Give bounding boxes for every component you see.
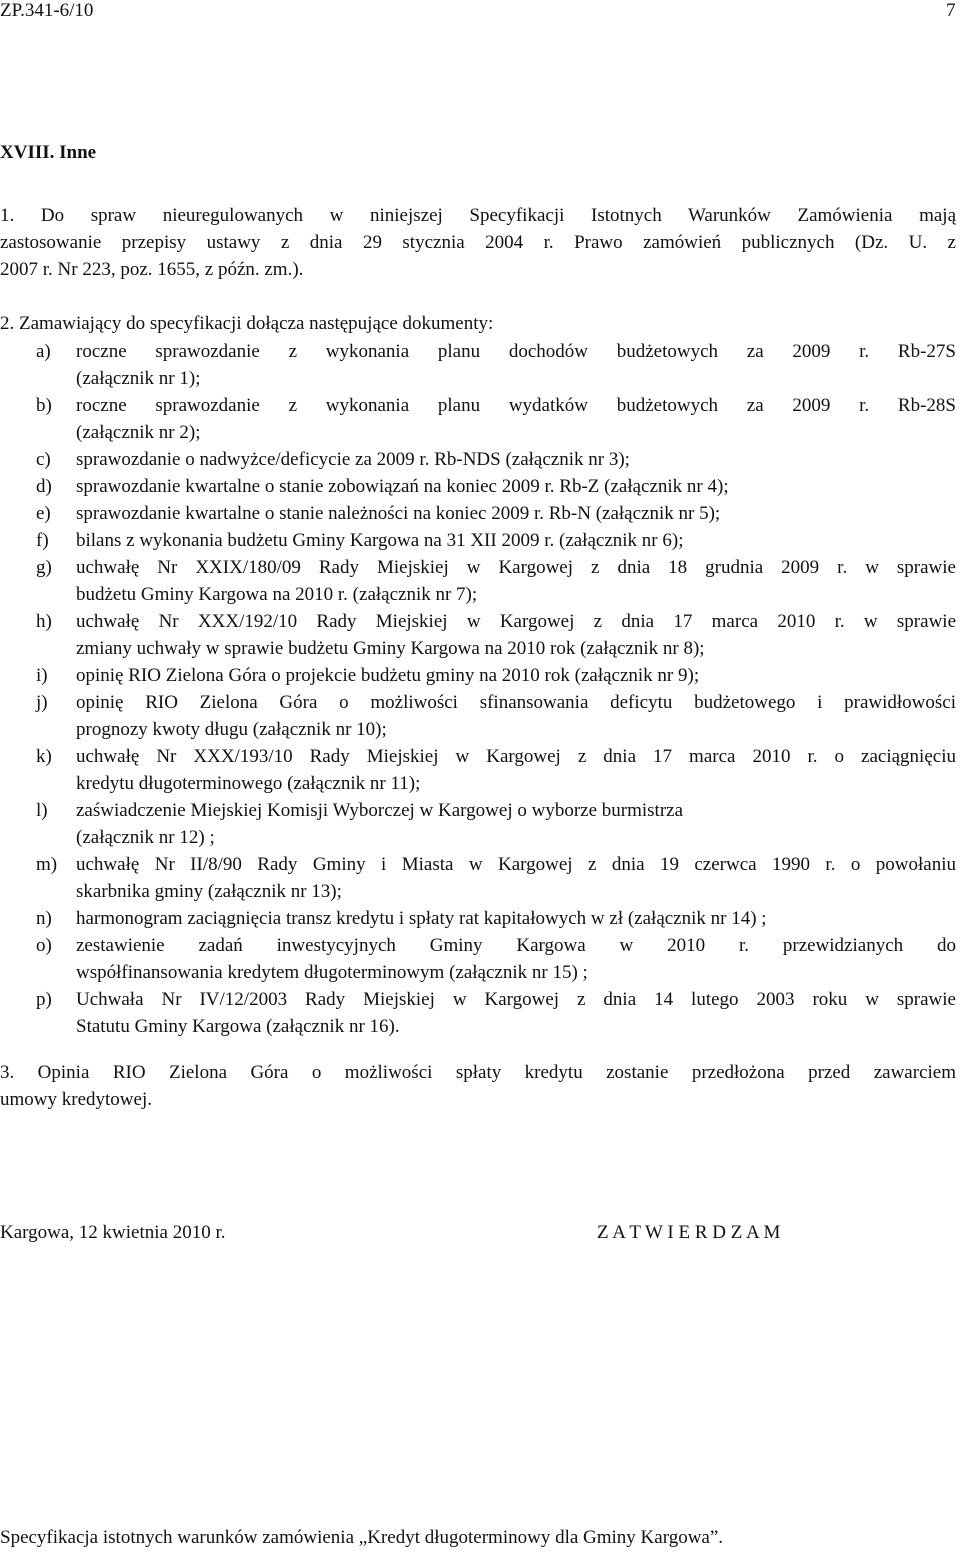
list-item-text: bilans z wykonania budżetu Gminy Kargowa na 31 XII 2009 r. (załącznik nr 6); (76, 530, 684, 551)
list-item-continuation: zmiany uchwały w sprawie budżetu Gminy Kargowa na 2010 rok (załącznik nr 8); (76, 638, 705, 659)
list-item-marker: p) (36, 989, 52, 1010)
place-date: Kargowa, 12 kwietnia 2010 r. (0, 1222, 226, 1243)
list-item-text: roczne sprawozdanie z wykonania planu dochodów budżetowych za 2009 r. Rb-27S (76, 341, 956, 362)
list-item-text: sprawozdanie kwartalne o stanie należności na koniec 2009 r. Rb-N (załącznik nr 5); (76, 503, 721, 524)
list-item-marker: e) (36, 503, 51, 524)
list-item-text: opinię RIO Zielona Góra o projekcie budżetu gminy na 2010 rok (załącznik nr 9); (76, 665, 700, 686)
list-item-text: zestawienie zadań inwestycyjnych Gminy Kargowa w 2010 r. przewidzianych do (76, 935, 956, 956)
list-item-marker: i) (36, 665, 48, 686)
list-item-text: Uchwała Nr IV/12/2003 Rady Miejskiej w Kargowej z dnia 14 lutego 2003 roku w sprawie (76, 989, 956, 1010)
para1-line2: zastosowanie przepisy ustawy z dnia 29 stycznia 2004 r. Prawo zamówień publicznych (Dz. U. z (0, 232, 956, 253)
section-title: XVIII. Inne (0, 142, 97, 163)
list-item-marker: b) (36, 395, 52, 416)
page-number: 7 (946, 0, 956, 21)
list-item-continuation: współfinansowania kredytem długoterminowym (załącznik nr 15) ; (76, 962, 588, 983)
para1-line3: 2007 r. Nr 223, poz. 1655, z późn. zm.). (0, 259, 304, 280)
list-item-continuation: (załącznik nr 2); (76, 422, 201, 443)
list-item-marker: m) (36, 854, 58, 875)
para1-line1: 1. Do spraw nieuregulowanych w niniejszej Specyfikacji Istotnych Warunków Zamówienia mają (0, 205, 956, 226)
list-item-text: uchwałę Nr XXX/193/10 Rady Miejskiej w Kargowej z dnia 17 marca 2010 r. o zaciągnięciu (76, 746, 956, 767)
list-item-text: sprawozdanie kwartalne o stanie zobowiązań na koniec 2009 r. Rb-Z (załącznik nr 4); (76, 476, 729, 497)
approval-label: Z A T W I E R D Z A M (597, 1222, 781, 1243)
list-item-text: zaświadczenie Miejskiej Komisji Wyborczej w Kargowej o wyborze burmistrza (76, 800, 684, 821)
list-item-continuation: prognozy kwoty długu (załącznik nr 10); (76, 719, 387, 740)
list-item-text: opinię RIO Zielona Góra o możliwości sfinansowania deficytu budżetowego i prawidłowości (76, 692, 956, 713)
list-item-marker: f) (36, 530, 49, 551)
footer-text: Specyfikacja istotnych warunków zamówienia „Kredyt długoterminowy dla Gminy Kargowa”. (0, 1527, 724, 1548)
list-item-marker: c) (36, 449, 51, 470)
doc-ref: ZP.341-6/10 (0, 0, 94, 21)
list-item-continuation: (załącznik nr 12) ; (76, 827, 215, 848)
list-item-continuation: skarbnika gminy (załącznik nr 13); (76, 881, 342, 902)
list-item-marker: h) (36, 611, 52, 632)
list-item-marker: k) (36, 746, 52, 767)
list-item-marker: j) (36, 692, 48, 713)
list-item-text: harmonogram zaciągnięcia transz kredytu i spłaty rat kapitałowych w zł (załącznik nr 14) ; (76, 908, 767, 929)
para3-line2: umowy kredytowej. (0, 1089, 152, 1110)
list-item-continuation: budżetu Gminy Kargowa na 2010 r. (załącznik nr 7); (76, 584, 478, 605)
list-item-continuation: Statutu Gminy Kargowa (załącznik nr 16). (76, 1016, 400, 1037)
list-item-marker: d) (36, 476, 52, 497)
list-item-marker: a) (36, 341, 51, 362)
list-item-marker: n) (36, 908, 52, 929)
list-item-marker: g) (36, 557, 52, 578)
para3-line1: 3. Opinia RIO Zielona Góra o możliwości spłaty kredytu zostanie przedłożona przed zawarciem (0, 1062, 956, 1083)
list-item-text: uchwałę Nr XXX/192/10 Rady Miejskiej w Kargowej z dnia 17 marca 2010 r. w sprawie (76, 611, 956, 632)
list-item-text: roczne sprawozdanie z wykonania planu wydatków budżetowych za 2009 r. Rb-28S (76, 395, 956, 416)
para2-intro: 2. Zamawiający do specyfikacji dołącza następujące dokumenty: (0, 313, 494, 334)
list-item-continuation: (załącznik nr 1); (76, 368, 201, 389)
list-item-marker: l) (36, 800, 48, 821)
list-item-continuation: kredytu długoterminowego (załącznik nr 11); (76, 773, 421, 794)
list-item-marker: o) (36, 935, 52, 956)
list-item-text: uchwałę Nr II/8/90 Rady Gminy i Miasta w Kargowej z dnia 19 czerwca 1990 r. o powołaniu (76, 854, 956, 875)
list-item-text: sprawozdanie o nadwyżce/deficycie za 2009 r. Rb-NDS (załącznik nr 3); (76, 449, 630, 470)
list-item-text: uchwałę Nr XXIX/180/09 Rady Miejskiej w Kargowej z dnia 18 grudnia 2009 r. w sprawie (76, 557, 956, 578)
